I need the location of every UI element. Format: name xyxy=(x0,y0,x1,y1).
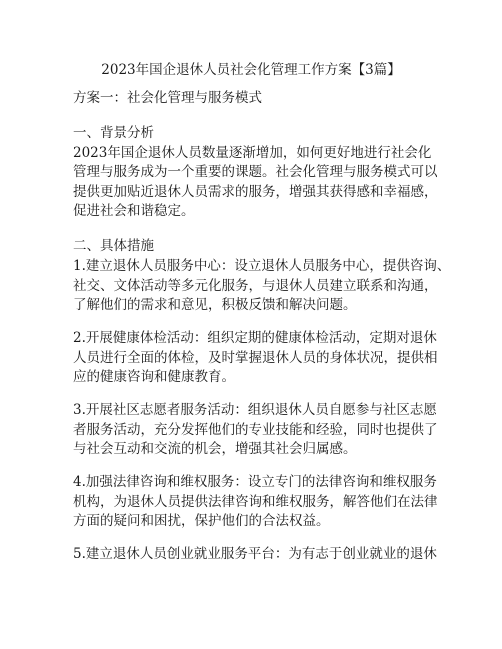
measures-heading-block xyxy=(73,237,433,257)
paragraph-line: 方面的疑问和困扰，保护他们的合法权益。 xyxy=(73,513,330,529)
paragraph-line: 了解他们的需求和意见，积极反馈和解决问题。 xyxy=(73,297,357,313)
paragraph-line: 与社会互动和交流的机会，增强其社会归属感。 xyxy=(73,441,357,457)
measures-heading: 二、具体措施 xyxy=(73,238,154,254)
measure-item-3 xyxy=(73,401,438,460)
section-heading xyxy=(73,89,433,109)
measure-item-2 xyxy=(73,329,438,388)
measure-item-5 xyxy=(73,545,437,565)
paragraph-line: 社交、文体活动等多元化服务，与退休人员建立联系和沟通， xyxy=(73,277,438,294)
paragraph-line: 者服务活动，充分发挥他们的专业技能和经验，同时也提供了 xyxy=(73,421,438,438)
paragraph-line: 机构，为退休人员提供法律咨询和维权服务，解答他们在法律 xyxy=(73,493,438,510)
paragraph-line: 5.建立退休人员创业就业服务平台：为有志于创业就业的退休 xyxy=(73,546,437,562)
background-heading: 一、背景分析 xyxy=(73,125,154,141)
paragraph-line: 4.加强法律咨询和维权服务：设立专门的法律咨询和维权服务 xyxy=(73,474,437,490)
background-section xyxy=(73,124,438,222)
measure-item-4 xyxy=(73,473,438,532)
measure-item-1 xyxy=(73,257,451,316)
document-title: 2023年国企退休人员社会化管理工作方案【3篇】 xyxy=(101,62,401,78)
paragraph-line: 2.开展健康体检活动：组织定期的健康体检活动，定期对退休 xyxy=(73,330,437,346)
paragraph-line: 1.建立退休人员服务中心：设立退休人员服务中心，提供咨询、 xyxy=(73,258,451,274)
paragraph-line: 人员进行全面的体检，及时掌握退休人员的身体状况，提供相 xyxy=(73,349,438,366)
paragraph-line: 管理与服务成为一个重要的课题。社会化管理与服务模式可以 xyxy=(73,164,438,180)
paragraph-line: 提供更加贴近退休人员需求的服务，增强其获得感和幸福感， xyxy=(73,183,438,200)
paragraph-line: 3.开展社区志愿者服务活动：组织退休人员自愿参与社区志愿 xyxy=(73,402,437,418)
paragraph-line: 应的健康咨询和健康教育。 xyxy=(73,369,235,385)
paragraph-line: 促进社会和谐稳定。 xyxy=(73,203,195,219)
paragraph-line: 2023年国企退休人员数量逐渐增加，如何更好地进行社会化 xyxy=(73,144,432,161)
section-heading-text: 方案一：社会化管理与服务模式 xyxy=(73,90,262,106)
